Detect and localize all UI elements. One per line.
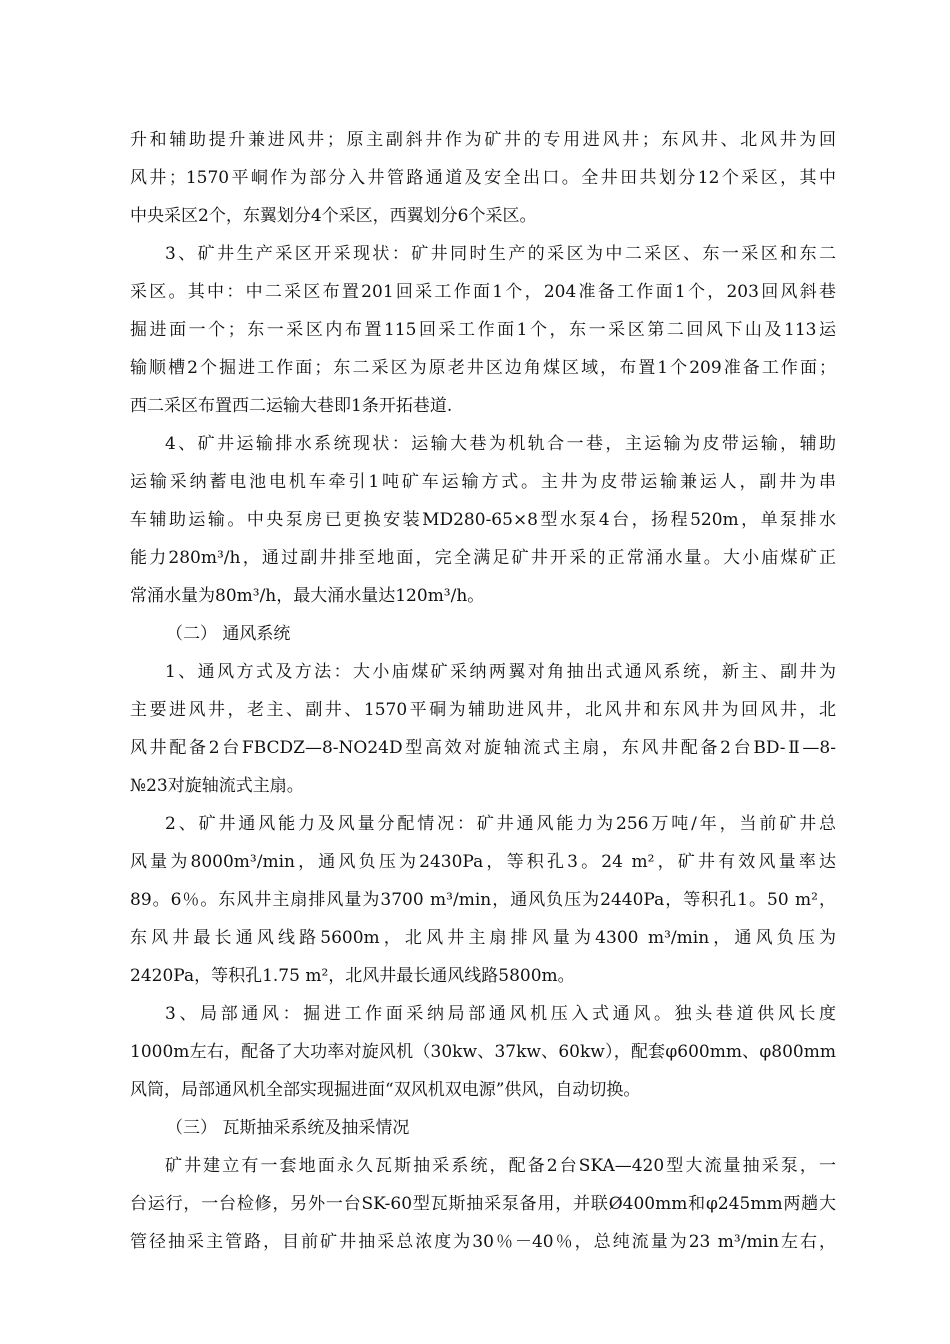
text-line: 3、局部通风：掘进工作面采纳局部通风机压入式通风。独头巷道供风长度 <box>165 1004 836 1024</box>
text-line: 89。6％。东风井主扇排风量为3700 m³/min，通风负压为2440Pa，等积孔1。50 m²， <box>130 890 836 910</box>
text-line: 2420Pa，等积孔1.75 m²，北风井最长通风线路5800m。 <box>130 966 575 986</box>
text-line: 主要进风井，老主、副井、1570平硐为辅助进风井，北风井和东风井为回风井，北 <box>130 700 836 720</box>
text-line: 输顺槽2个掘进工作面；东二采区为原老井区边角煤区域，布置1个209准备工作面； <box>130 358 836 378</box>
text-line: 台运行，一台检修，另外一台SK-60型瓦斯抽采泵备用，并联Ø400mm和φ245mm两趟大 <box>130 1194 836 1214</box>
text-line: 1000m左右，配备了大功率对旋风机（30kw、37kw、60kw），配套φ600mm、φ800mm <box>130 1042 836 1062</box>
text-line: 2、矿井通风能力及风量分配情况：矿井通风能力为256万吨/年，当前矿井总 <box>165 814 836 834</box>
section-heading: （二） 通风系统 <box>166 624 291 644</box>
text-line: 升和辅助提升兼进风井；原主副斜井作为矿井的专用进风井；东风井、北风井为回 <box>130 130 836 150</box>
text-line: 运输采纳蓄电池电机车牵引1吨矿车运输方式。主井为皮带运输兼运人，副井为串 <box>130 472 836 492</box>
text-line: 矿井建立有一套地面永久瓦斯抽采系统，配备2台SKA—420型大流量抽采泵，一 <box>165 1156 836 1176</box>
text-line: 车辅助运输。中央泵房已更换安装MD280-65×8型水泵4台，扬程520m，单泵排水 <box>130 510 836 530</box>
text-line: 管径抽采主管路，目前矿井抽采总浓度为30％－40％，总纯流量为23 m³/min左右， <box>130 1232 836 1252</box>
text-line: 风筒，局部通风机全部实现掘进面“双风机双电源”供风，自动切换。 <box>130 1080 641 1100</box>
text-line: 西二采区布置西二运输大巷即1条开拓巷道. <box>130 396 453 416</box>
text-line: 4、矿井运输排水系统现状：运输大巷为机轨合一巷，主运输为皮带运输，辅助 <box>165 434 836 454</box>
text-line: 东风井最长通风线路5600m，北风井主扇排风量为4300 m³/min，通风负压为 <box>130 928 836 948</box>
document-body <box>130 121 836 1261</box>
text-line: 1、通风方式及方法：大小庙煤矿采纳两翼对角抽出式通风系统，新主、副井为 <box>165 662 836 682</box>
text-line: 3、矿井生产采区开采现状：矿井同时生产的采区为中二采区、东一采区和东二 <box>165 244 836 264</box>
text-line: №23对旋轴流式主扇。 <box>130 776 304 796</box>
text-line: 常涌水量为80m³/h，最大涌水量达120m³/h。 <box>130 586 485 606</box>
text-line: 能力280m³/h，通过副井排至地面，完全满足矿井开采的正常涌水量。大小庙煤矿正 <box>130 548 836 568</box>
text-line: 风井配备2台FBCDZ—8-NO24D型高效对旋轴流式主扇，东风井配备2台BD-Ⅱ—8- <box>130 738 836 758</box>
text-line: 风井；1570平峒作为部分入井管路通道及安全出口。全井田共划分12个采区，其中 <box>130 168 836 188</box>
text-line: 掘进面一个；东一采区内布置115回采工作面1个，东一采区第二回风下山及113运 <box>130 320 836 340</box>
text-line: 中央采区2个，东翼划分4个采区，西翼划分6个采区。 <box>130 206 537 226</box>
section-heading: （三） 瓦斯抽采系统及抽采情况 <box>166 1118 410 1138</box>
text-line: 风量为8000m³/min，通风负压为2430Pa，等积孔3。24 m²，矿井有效风量率达 <box>130 852 836 872</box>
text-line: 采区。其中：中二采区布置201回采工作面1个，204准备工作面1个，203回风斜巷 <box>130 282 836 302</box>
